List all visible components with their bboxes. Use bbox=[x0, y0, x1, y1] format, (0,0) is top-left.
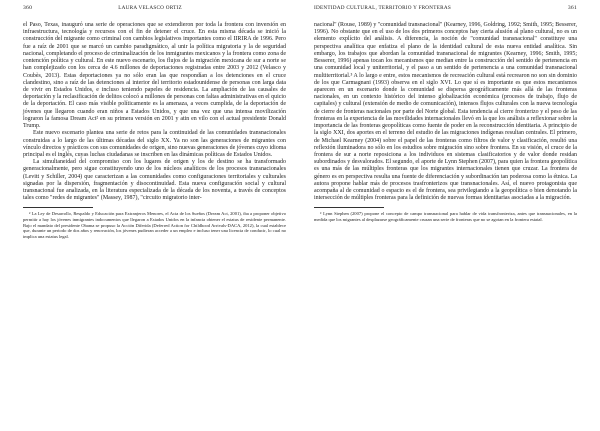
left-page-number: 360 bbox=[23, 5, 33, 11]
left-footnote bbox=[23, 211, 286, 239]
right-page-number: 361 bbox=[567, 5, 577, 11]
right-footnote bbox=[314, 211, 577, 222]
left-body-text bbox=[23, 22, 286, 202]
right-page bbox=[300, 0, 600, 431]
footnote-rule bbox=[23, 207, 93, 208]
paragraph: el Paso, Texas, inauguró una serie de operaciones que se extendieron por toda la frontera con inversión en infraestructura, tecnología y recursos con el fin de detener el cruce. En esta misma década se inició la construcción del migrante como criminal con cambios legislativos importantes como el IIRIRA de 1996. Pero fue a raíz de 2001 que se marcó un cambio paradigmático, al unir la política migratoria y la de seguridad nacional, completando el proceso de criminalización de los inmigrantes mexicanos y la frontera como zona de contención política y cultural. En este nuevo escenario, los flujos de la migración mexicana de sur a norte se han complejizado con los cerca de 4.6 millones de deportaciones registradas entre 2003 y 2012 (Velasco y Coubès, 2013). Estas deportaciones ya no sólo eran las que respondían a los detenciones en el cruce clandestino, sino a raíz de las detenciones al interior del territorio estadounidense de personas con larga data de vivir en Estados Unidos, e incluso teniendo papeles de residencia. La ampliación de las causales de deportación y la reclasificación de delitos colocó a millones de personas con faltas administrativas en el quicio de la deportación. El caso más visible políticamente es la amenaza, a veces cumplida, de la deportación de jóvenes que llegaron cuando eran niños a Estados Unidos, y que una vez que una intensa movilización lograron la famosa Dream Act² en su primera versión en 2001 y atin en vilo con el actual presidente Donald Trump. bbox=[23, 22, 286, 130]
footnote-text: ² La Ley de Desarrollo, Respaldo y Educación para Extranjeros Menores, el Acta de los Sueños (Dream Act, 2001), iba a proponer objetivo permitir a hay los jóvenes inmigrantes indocumentos que llegaron a Estados Unidos en la infancia obtener el estatus de residente permanente. Bajo el mandato del presidente Obama se propuso la Acción Diferida (Deferred Action for Childhood Arrivals-DACA, 2012), la cual establece que, durante un periodo de dos años y renovación, los jóvenes pudieran acceder a un empleo e incluso tener una licencia de conducir, lo cual no implica una estatus legal. bbox=[23, 211, 286, 239]
right-running-head: IDENTIDAD CULTURAL, TERRITORIO Y FRONTERAS bbox=[314, 5, 451, 11]
paragraph: Este nuevo escenario plantea una serie de retos para la continuidad de las comunidades transnacionales construidas a lo largo de las últimas décadas del siglo XX. Ya no son las generaciones de migrantes con vínculo directos y prácticos con sus comunidades de origen, sino nuevas generaciones de jóvenes cuyo idioma principal es el inglés, cuyas luchas ciudadanas se inscriben en las dinámicas políticas de Estados Unidos. bbox=[23, 130, 286, 158]
right-running-header bbox=[314, 5, 577, 22]
right-body-text bbox=[314, 22, 577, 202]
paragraph: La simultaneidad del compromiso con los lugares de origen y los de destino se ha transformado generacionalmente, pero sigue constituyendo uno de los núcleos analíticos de los procesos transnacionales (Levitt y Schiller, 2004) que caracterizan a las comunidades como configuraciones territoriales y culturales signadas por la dispersión, fragmentación y disocontinuidad. Esta nueva configuración social y cultural transnacional fue analizada, en la literatura especializada de la década de los noventa, a través de conceptos tales como "redes de migrantes" (Massey, 1987), "circuito migratorio inter- bbox=[23, 159, 286, 202]
footnote-rule bbox=[314, 207, 384, 208]
footnote-text: ³ Lynn Stephen (2007) propone el concepto de campo transnacional para hablar de vida transfronteriza, antes que transnacionales, en la medida que los migrantes al desplazarse geográficamente cruzan una serie de fronteras que no se agotan en la frontera estatal. bbox=[314, 211, 577, 223]
left-running-head: LAURA VELASCO ORTIZ bbox=[118, 5, 182, 11]
left-running-header bbox=[23, 5, 286, 22]
paragraph: nacional" (Rouse, 1989) y "comunidad transnacional" (Kearney, 1996, Goldring, 1992; Smith, 1995; Besserer, 1996). No obstante que en el uso de los dos primeros conceptos hay cierta alusión al plano cultural, no es un elemento explícito del análisis. A diferencia, la noción de "comunidad transnacional" constituye una perspectiva analítica que enfatiza el plano de la identidad cultural de esta nueva entidad analítica. Sin embargo, los trabajos que abordan la comunidad transnacional de migrantes (Kearney, 1996; Smith, 1995; Besserer, 1996) apenas tocan los mecanismos que median entre la construcción del sentido de pertenencia en una comunidad local y uniterritorial, y el paso a un sentido de pertenencia a una comunidad transnacional multiterritorial.³ A lo largo e entre, estos mecanismos de recreación cultural está recrearon no son sin dominio de los que Carmagnani (1993) observa en el siglo XVI. Lo que sí es importante es que estos mecanismos aparecen en un escenario donde la comunidad se dispersa geográficamente más allá de las fronteras nacionales, en un contexto histórico del intenso globalización económica (procesos de trabajo, flujo de capitales) y cultural (extensión de medio de comunicación), intensos flujos culturales con la nueva tecnología de cierre de fronteras nacionales por parte del Norte global. Esta tendencia al cierre fronterizo y el peso de las fronteras en la experiencia de las movilidades internacionales llevó en la que los análisis a reflexionar sobre la importancia de las fronteras geopolíticas como fuente de poder en la reconstrucción identitaria. A principio de la siglo XXI, dos aportes en el terreno del estudio de las migraciones indígenas resultan centrales. El primero, de Michael Kearney (2004) sobre el papel de las fronteras como filtros de valor y clasificación, resultó una reflexión iluminadora no sólo en los estudios sobre migración sino sobre frontera. En su visión, el cruce de la frontera de sur a norte reposiciona a los individuos en sistemas clasificatorios y de valor donde residan subordinados y desvalorados. El segundo, el aporte de Lynn Stephen (2007), para quien la frontera geopolítica es una más de las múltiples fronteras que los migrantes internacionales tienen que cruzar. La frontera de género es en perspectiva resulta una fuente de diferenciación y subordinación tan poderosa como la étnica. La autora propone hablar más de procesos trasfronterizos que transnacionales. Así, el nuevo protagonista que acompaña al de comunidad o espacio es el de frontera, sea privilegiando a la geopolítica o bien denotando la intersección de múltiples fronteras para la definición de nuevas formas identitarias asociadas a la migración. bbox=[314, 22, 577, 202]
